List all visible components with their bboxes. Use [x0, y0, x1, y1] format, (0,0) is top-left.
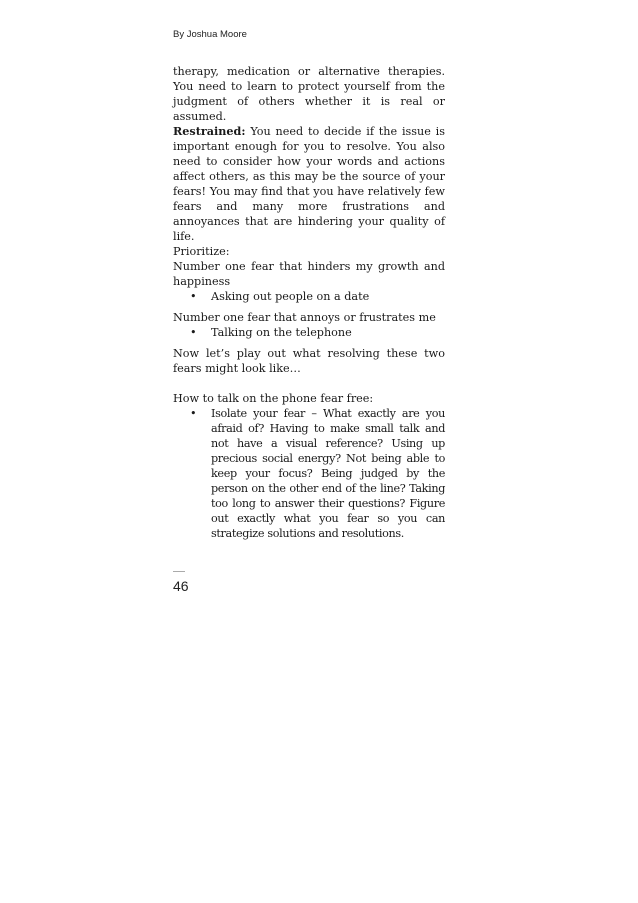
- fear2-list: [173, 325, 445, 340]
- phone-item: Isolate your fear – What exactly are you afraid of? Having to make small talk and not have a visual reference? Using up precious social energy? Not being able to keep your focus? Being judged by the person on the other end of the line? Taking too long to answer their questions? Figure out exactly what you fear so you can strategize solutions and resolutions.: [211, 407, 445, 540]
- page-body: [173, 64, 445, 541]
- bullet-icon: •: [190, 326, 197, 339]
- list-item: [173, 289, 445, 304]
- restrained-label: Restrained:: [173, 124, 246, 138]
- fear2-item: Talking on the telephone: [211, 326, 352, 339]
- page-number: 46: [173, 578, 189, 594]
- restrained-text: You need to decide if the issue is important enough for you to resolve. You also need to consider how your words and actions affect others, as this may be the source of your fears! You may find that you have relatively few fears and many more frustrations and annoyances that are hindering your quality of life.: [173, 125, 445, 243]
- bullet-icon: •: [190, 290, 197, 303]
- phone-list: [173, 406, 445, 541]
- paragraph-therapy: therapy, medication or alternative therapies. You need to learn to protect yourself from the judgment of others whether it is real or assumed.: [173, 65, 445, 123]
- bullet-icon: •: [190, 407, 197, 420]
- list-item: [173, 325, 445, 340]
- list-item: [173, 406, 445, 541]
- paragraph-play-out: Now let’s play out what resolving these two fears might look like…: [173, 347, 445, 375]
- fear1-list: [173, 289, 445, 304]
- fear1-item: Asking out people on a date: [211, 290, 370, 303]
- running-header: By Joshua Moore: [173, 29, 247, 40]
- footer-rule: [173, 571, 185, 572]
- paragraph-restrained: [173, 124, 445, 244]
- phone-heading: How to talk on the phone fear free:: [173, 392, 374, 405]
- prioritize-label: Prioritize:: [173, 245, 230, 258]
- fear1-heading: Number one fear that hinders my growth and happiness: [173, 260, 445, 288]
- fear2-heading: Number one fear that annoys or frustrates me: [173, 311, 436, 324]
